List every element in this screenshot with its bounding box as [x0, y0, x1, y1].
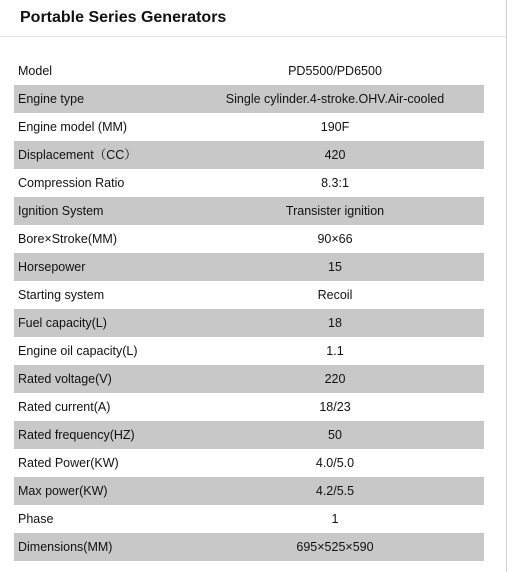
- spec-value: 190F: [320, 120, 350, 134]
- spec-label: Bore×Stroke(MM): [18, 232, 117, 246]
- spec-value: 18: [196, 309, 484, 337]
- spec-label: Rated voltage(V): [14, 365, 196, 393]
- table-row: [14, 533, 484, 561]
- table-row: [14, 421, 484, 449]
- table-row: [14, 365, 484, 393]
- spec-label: Fuel capacity(L): [14, 309, 196, 337]
- spec-label: Compression Ratio: [18, 176, 125, 190]
- spec-value: 15: [196, 253, 484, 281]
- spec-label: Dimensions(MM): [14, 533, 196, 561]
- spec-label: Model: [18, 64, 53, 78]
- spec-label: Displacement（CC）: [14, 141, 196, 169]
- table-row: [14, 169, 484, 197]
- spec-value: Single cylinder.4-stroke.OHV.Air-cooled: [196, 85, 484, 113]
- table-row: [14, 309, 484, 337]
- table-row: [14, 253, 484, 281]
- spec-value: 90×66: [317, 232, 353, 246]
- spec-value: 1.1: [326, 344, 344, 358]
- spec-label: Engine type: [14, 85, 196, 113]
- spec-label: Rated current(A): [18, 400, 111, 414]
- spec-label: Max power(KW): [14, 477, 196, 505]
- spec-label: Engine model (MM): [18, 120, 128, 134]
- spec-label: Horsepower: [14, 253, 196, 281]
- spec-value: 695×525×590: [196, 533, 484, 561]
- spec-value: Recoil: [317, 288, 353, 302]
- spec-value: 1: [331, 512, 339, 526]
- spec-table: [14, 57, 484, 561]
- spec-label: Phase: [18, 512, 54, 526]
- table-row: [14, 449, 484, 477]
- spec-label: Rated Power(KW): [18, 456, 119, 470]
- table-row: [14, 281, 484, 309]
- spec-value: 420: [196, 141, 484, 169]
- table-row: [14, 337, 484, 365]
- table-row: [14, 393, 484, 421]
- spec-value: 8.3:1: [321, 176, 349, 190]
- table-row: [14, 505, 484, 533]
- spec-value: 4.2/5.5: [196, 477, 484, 505]
- spec-label: Rated frequency(HZ): [14, 421, 196, 449]
- spec-value: Transister ignition: [196, 197, 484, 225]
- spec-value: 220: [196, 365, 484, 393]
- spec-label: Ignition System: [14, 197, 196, 225]
- table-row: [14, 85, 484, 113]
- table-row: [14, 197, 484, 225]
- table-row: [14, 141, 484, 169]
- spec-value: 4.0/5.0: [315, 456, 355, 470]
- spec-label: Starting system: [18, 288, 105, 302]
- table-row: [14, 113, 484, 141]
- table-row: [14, 225, 484, 253]
- spec-value: 50: [196, 421, 484, 449]
- page-title: Portable Series Generators: [20, 9, 227, 26]
- spec-value: 18/23: [319, 400, 351, 414]
- table-row: [14, 477, 484, 505]
- table-row: [14, 57, 484, 85]
- spec-label: Engine oil capacity(L): [18, 344, 138, 358]
- spec-value: PD5500/PD6500: [288, 64, 382, 78]
